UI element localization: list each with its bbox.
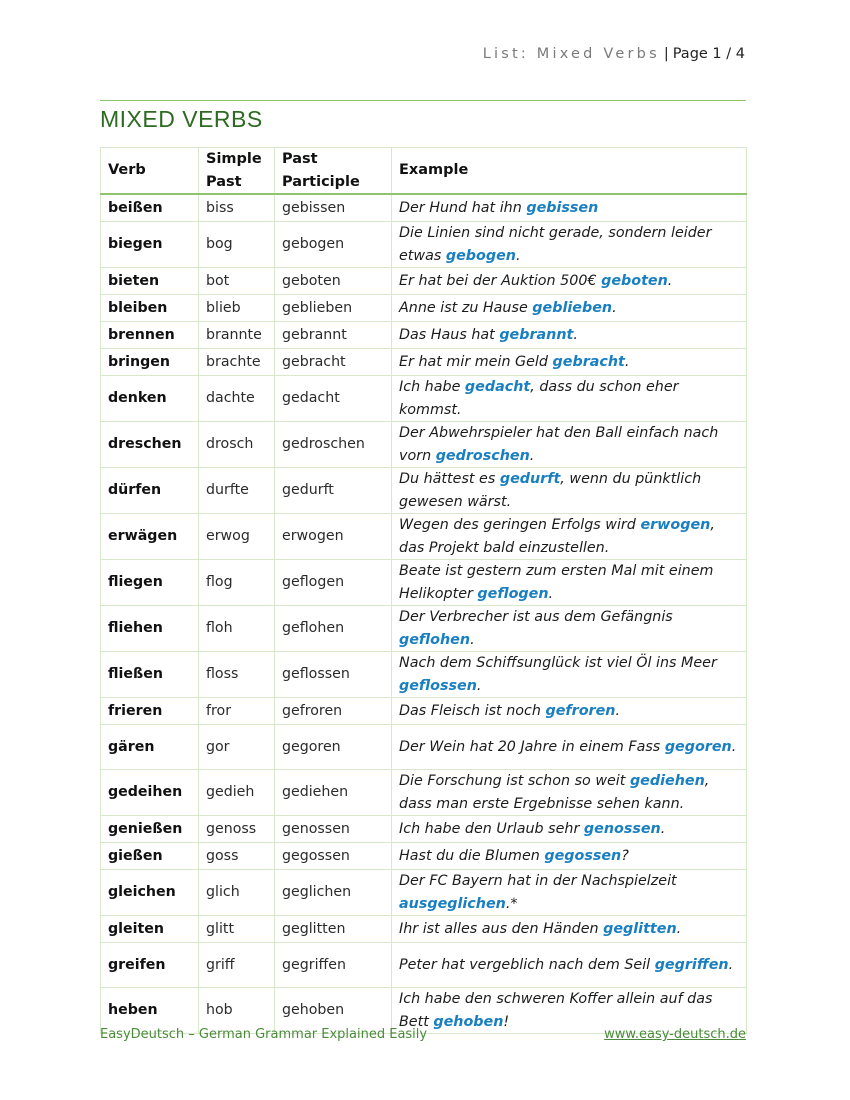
past-participle-cell: geglichen bbox=[275, 870, 392, 916]
example-highlight: geflogen bbox=[477, 585, 549, 602]
example-text: Der Abwehrspieler hat den Ball einfach nach vorn bbox=[399, 425, 719, 464]
verb-cell: denken bbox=[101, 376, 199, 422]
verb-cell: genießen bbox=[101, 816, 199, 843]
example-text: , wenn du pünktlich gewesen wärst. bbox=[399, 471, 702, 510]
verb-cell: gären bbox=[101, 725, 199, 770]
example-text: . bbox=[470, 631, 475, 648]
example-highlight: geblieben bbox=[532, 299, 613, 316]
example-text: Anne ist zu Hause bbox=[399, 299, 533, 316]
example-text: ? bbox=[621, 847, 629, 864]
table-row bbox=[101, 349, 747, 376]
example-cell bbox=[392, 322, 747, 349]
example-highlight: gedroschen bbox=[435, 447, 530, 464]
past-participle-cell: gedacht bbox=[275, 376, 392, 422]
example-text: . bbox=[660, 820, 666, 837]
example-cell bbox=[392, 606, 747, 652]
example-text: . bbox=[476, 677, 482, 694]
verb-cell: gleichen bbox=[101, 870, 199, 916]
example-highlight: geglitten bbox=[603, 920, 677, 937]
example-text: Hast du die Blumen bbox=[399, 847, 545, 864]
example-cell bbox=[392, 268, 747, 295]
simple-past-cell: glich bbox=[199, 870, 275, 916]
example-cell bbox=[392, 652, 747, 698]
example-text: Ich habe den schweren Koffer allein auf das Bett bbox=[399, 991, 713, 1030]
example-text: . bbox=[615, 702, 620, 719]
table-row bbox=[101, 606, 747, 652]
simple-past-cell: goss bbox=[199, 843, 275, 870]
verb-cell: fließen bbox=[101, 652, 199, 698]
verb-cell: greifen bbox=[101, 943, 199, 988]
simple-past-cell: durfte bbox=[199, 468, 275, 514]
simple-past-cell: gedieh bbox=[199, 770, 275, 816]
past-participle-cell: genossen bbox=[275, 816, 392, 843]
table-row bbox=[101, 422, 747, 468]
example-text: . bbox=[676, 920, 682, 937]
example-highlight: gefroren bbox=[545, 702, 616, 719]
table-row bbox=[101, 725, 747, 770]
table-row bbox=[101, 698, 747, 725]
example-text: , dass du schon eher kommst. bbox=[399, 379, 679, 418]
simple-past-cell: griff bbox=[199, 943, 275, 988]
example-highlight: gegoren bbox=[664, 738, 732, 755]
example-text: Der FC Bayern hat in der Nachspielzeit bbox=[399, 873, 677, 889]
example-cell bbox=[392, 843, 747, 870]
table-row bbox=[101, 652, 747, 698]
verb-cell: bieten bbox=[101, 268, 199, 295]
simple-past-cell: fror bbox=[199, 698, 275, 725]
example-highlight: ausgeglichen bbox=[399, 895, 506, 912]
simple-past-cell: genoss bbox=[199, 816, 275, 843]
example-highlight: gediehen bbox=[629, 773, 705, 789]
simple-past-cell: erwog bbox=[199, 514, 275, 560]
simple-past-cell: bog bbox=[199, 222, 275, 268]
past-participle-cell: geglitten bbox=[275, 916, 392, 943]
simple-past-cell: floss bbox=[199, 652, 275, 698]
example-text: . bbox=[728, 956, 734, 973]
example-cell bbox=[392, 725, 747, 770]
example-cell bbox=[392, 295, 747, 322]
table-row bbox=[101, 295, 747, 322]
verb-cell: heben bbox=[101, 988, 199, 1034]
verb-cell: beißen bbox=[101, 194, 199, 222]
simple-past-cell: flog bbox=[199, 560, 275, 606]
verb-cell: bringen bbox=[101, 349, 199, 376]
example-text: . bbox=[529, 447, 535, 464]
past-participle-cell: gedroschen bbox=[275, 422, 392, 468]
simple-past-cell: blieb bbox=[199, 295, 275, 322]
simple-past-cell: glitt bbox=[199, 916, 275, 943]
example-cell bbox=[392, 422, 747, 468]
past-participle-cell: gedurft bbox=[275, 468, 392, 514]
table-row bbox=[101, 222, 747, 268]
verb-cell: bleiben bbox=[101, 295, 199, 322]
past-participle-cell: gebogen bbox=[275, 222, 392, 268]
verb-cell: gießen bbox=[101, 843, 199, 870]
page-number: Page 1 / 4 bbox=[672, 46, 745, 62]
example-text: ! bbox=[503, 1013, 510, 1030]
example-text: Peter hat vergeblich nach dem Seil bbox=[399, 956, 655, 973]
simple-past-cell: dachte bbox=[199, 376, 275, 422]
simple-past-cell: floh bbox=[199, 606, 275, 652]
simple-past-cell: bot bbox=[199, 268, 275, 295]
example-cell bbox=[392, 468, 747, 514]
table-row bbox=[101, 843, 747, 870]
verb-cell: dreschen bbox=[101, 422, 199, 468]
table-row bbox=[101, 268, 747, 295]
example-highlight: erwogen bbox=[640, 517, 711, 533]
simple-past-cell: hob bbox=[199, 988, 275, 1034]
simple-past-cell: brannte bbox=[199, 322, 275, 349]
footer-brand: EasyDeutsch – German Grammar Explained Easily bbox=[100, 1027, 428, 1042]
page-title: MIXED VERBS bbox=[100, 106, 263, 132]
example-text: . bbox=[515, 247, 521, 264]
table-row bbox=[101, 322, 747, 349]
past-participle-cell: gebrannt bbox=[275, 322, 392, 349]
example-text: Das Fleisch ist noch bbox=[399, 702, 546, 719]
example-highlight: geboten bbox=[601, 272, 668, 289]
past-participle-cell: gebracht bbox=[275, 349, 392, 376]
example-cell bbox=[392, 194, 747, 222]
verb-cell: frieren bbox=[101, 698, 199, 725]
past-participle-cell: erwogen bbox=[275, 514, 392, 560]
past-participle-cell: geflohen bbox=[275, 606, 392, 652]
table-row bbox=[101, 560, 747, 606]
example-text: Der Verbrecher ist aus dem Gefängnis bbox=[399, 609, 673, 625]
example-text: Er hat bei der Auktion 500€ bbox=[399, 272, 602, 289]
header-past-participle: Past Participle bbox=[275, 148, 392, 195]
table-row bbox=[101, 194, 747, 222]
example-text: Wegen des geringen Erfolgs wird bbox=[399, 517, 641, 533]
past-participle-cell: gefroren bbox=[275, 698, 392, 725]
example-text: Ich habe bbox=[399, 379, 465, 395]
table-header-row bbox=[101, 148, 747, 195]
example-text: Das Haus hat bbox=[399, 326, 500, 343]
example-cell bbox=[392, 376, 747, 422]
table-row bbox=[101, 376, 747, 422]
verb-cell: gedeihen bbox=[101, 770, 199, 816]
footer-link[interactable]: www.easy-deutsch.de bbox=[604, 1027, 746, 1042]
past-participle-cell: gehoben bbox=[275, 988, 392, 1034]
past-participle-cell: gediehen bbox=[275, 770, 392, 816]
simple-past-cell: gor bbox=[199, 725, 275, 770]
example-highlight: gebrannt bbox=[499, 326, 574, 343]
example-highlight: gebissen bbox=[526, 199, 599, 216]
page-header bbox=[483, 46, 745, 62]
verb-cell: gleiten bbox=[101, 916, 199, 943]
example-text: Er hat mir mein Geld bbox=[399, 353, 553, 370]
example-cell bbox=[392, 770, 747, 816]
simple-past-cell: brachte bbox=[199, 349, 275, 376]
example-cell bbox=[392, 816, 747, 843]
example-text: Du hättest es bbox=[399, 471, 500, 487]
past-participle-cell: gebissen bbox=[275, 194, 392, 222]
example-highlight: gehoben bbox=[433, 1013, 504, 1030]
title-rule bbox=[100, 100, 746, 101]
example-highlight: gedacht bbox=[464, 379, 531, 395]
example-text: Nach dem Schiffsunglück ist viel Öl ins Meer bbox=[399, 655, 717, 671]
verb-cell: dürfen bbox=[101, 468, 199, 514]
verb-rows bbox=[101, 194, 747, 1034]
header-simple-past: Simple Past bbox=[199, 148, 275, 195]
example-text: . bbox=[731, 738, 737, 755]
example-highlight: geflossen bbox=[399, 677, 477, 694]
example-highlight: geflohen bbox=[399, 631, 471, 648]
example-highlight: gebogen bbox=[445, 247, 516, 264]
header-verb: Verb bbox=[101, 148, 199, 195]
list-label: List: Mixed Verbs bbox=[482, 46, 660, 62]
past-participle-cell: geblieben bbox=[275, 295, 392, 322]
verb-cell: erwägen bbox=[101, 514, 199, 560]
verb-cell: brennen bbox=[101, 322, 199, 349]
table-row bbox=[101, 916, 747, 943]
example-highlight: gegossen bbox=[544, 847, 622, 864]
table-row bbox=[101, 770, 747, 816]
example-cell bbox=[392, 870, 747, 916]
example-text: . bbox=[667, 272, 673, 289]
past-participle-cell: geflossen bbox=[275, 652, 392, 698]
example-highlight: gebracht bbox=[552, 353, 625, 370]
table-row bbox=[101, 943, 747, 988]
example-text: Die Forschung ist schon so weit bbox=[399, 773, 630, 789]
example-highlight: genossen bbox=[583, 820, 661, 837]
example-cell bbox=[392, 698, 747, 725]
table-row bbox=[101, 870, 747, 916]
example-text: . bbox=[573, 326, 578, 343]
example-cell bbox=[392, 943, 747, 988]
past-participle-cell: gegoren bbox=[275, 725, 392, 770]
example-cell bbox=[392, 514, 747, 560]
header-separator: | bbox=[663, 46, 669, 62]
example-text: .* bbox=[505, 895, 518, 912]
table-row bbox=[101, 816, 747, 843]
example-text: . bbox=[548, 585, 554, 602]
example-cell bbox=[392, 349, 747, 376]
example-text: Ihr ist alles aus den Händen bbox=[399, 920, 604, 937]
table-row bbox=[101, 468, 747, 514]
example-text: Der Wein hat 20 Jahre in einem Fass bbox=[399, 738, 665, 755]
example-cell bbox=[392, 222, 747, 268]
example-text: , dass man erste Ergebnisse sehen kann. bbox=[399, 773, 710, 812]
header-example: Example bbox=[392, 148, 747, 195]
verb-cell: fliehen bbox=[101, 606, 199, 652]
example-text: Ich habe den Urlaub sehr bbox=[399, 820, 584, 837]
example-cell bbox=[392, 560, 747, 606]
example-text: Der Hund hat ihn bbox=[399, 199, 527, 216]
past-participle-cell: gegossen bbox=[275, 843, 392, 870]
verb-cell: biegen bbox=[101, 222, 199, 268]
example-text: . bbox=[612, 299, 617, 316]
table-row bbox=[101, 514, 747, 560]
example-highlight: gedurft bbox=[499, 471, 561, 487]
simple-past-cell: drosch bbox=[199, 422, 275, 468]
simple-past-cell: biss bbox=[199, 194, 275, 222]
example-text: Die Linien sind nicht gerade, sondern leider etwas bbox=[399, 225, 712, 264]
past-participle-cell: geboten bbox=[275, 268, 392, 295]
example-text: , das Projekt bald einzustellen. bbox=[399, 517, 715, 556]
example-cell bbox=[392, 916, 747, 943]
verb-cell: fliegen bbox=[101, 560, 199, 606]
example-text: Beate ist gestern zum ersten Mal mit einem Helikopter bbox=[399, 563, 714, 602]
example-text: . bbox=[624, 353, 630, 370]
past-participle-cell: geflogen bbox=[275, 560, 392, 606]
verb-table bbox=[100, 147, 747, 1034]
past-participle-cell: gegriffen bbox=[275, 943, 392, 988]
example-highlight: gegriffen bbox=[654, 956, 729, 973]
